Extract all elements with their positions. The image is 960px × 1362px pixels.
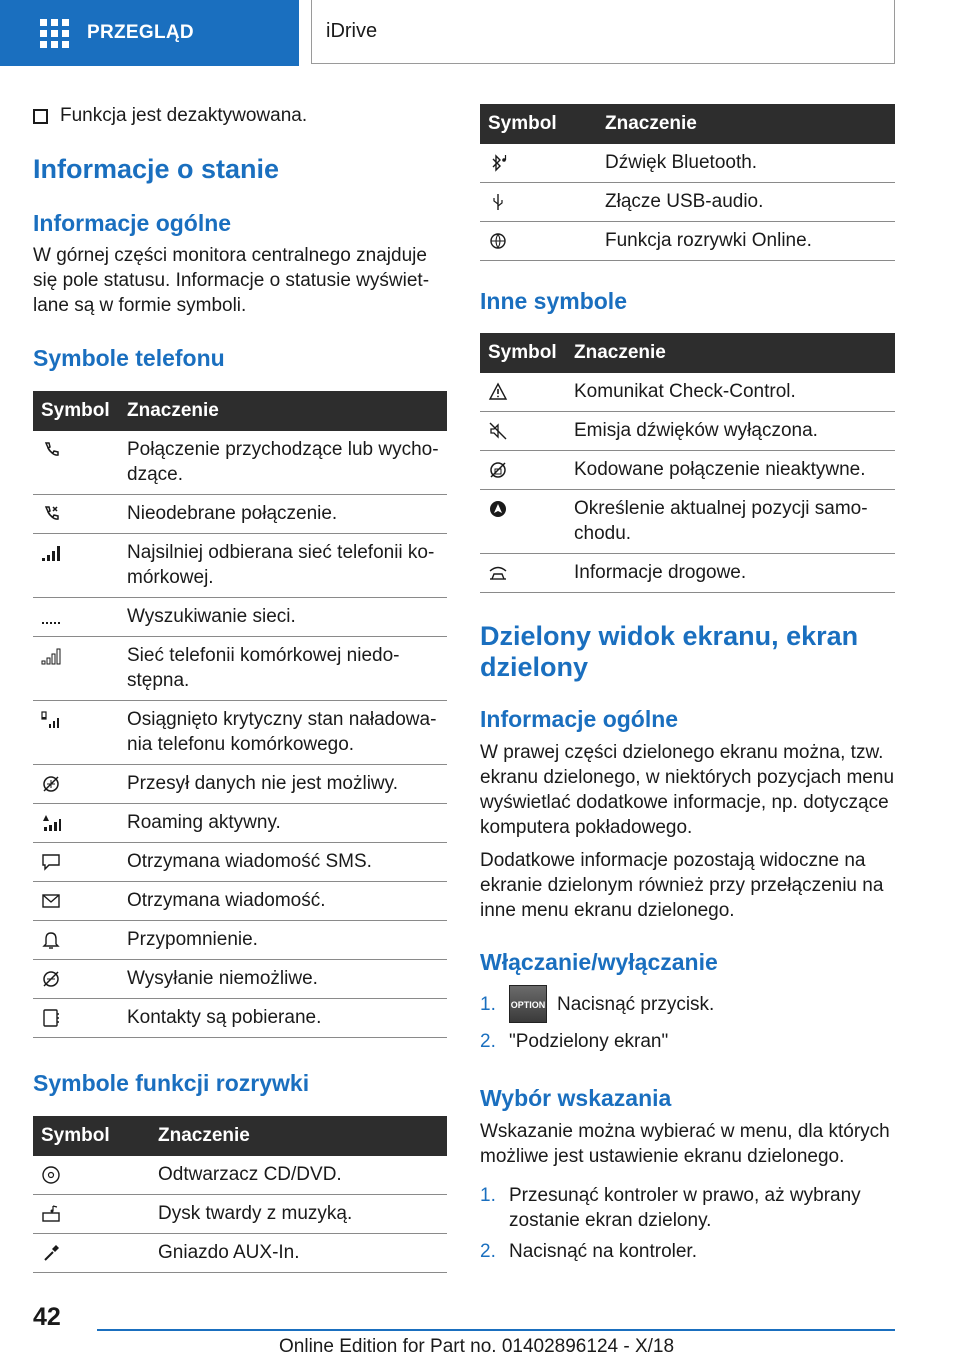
select-display-text: Wskazanie można wybierać w menu, dla których możliwe jest ustawienie ekranu dzielonego.: [480, 1121, 890, 1167]
symbol-cell: [33, 843, 119, 882]
column-header-meaning: Znaczenie: [597, 104, 895, 144]
edition-footer: Online Edition for Part no. 01402896124 - X/18: [279, 1336, 675, 1357]
meaning-cell: Komunikat Check-Control.: [566, 373, 895, 412]
column-header-symbol: Symbol: [33, 391, 119, 431]
signal-none-icon: [41, 646, 61, 666]
chapter-tab[interactable]: [311, 0, 895, 64]
symbol-cell: [480, 144, 597, 183]
overview-tab[interactable]: [0, 0, 299, 66]
meaning-cell: Funkcja rozrywki Online.: [597, 222, 895, 261]
table-row: [480, 222, 895, 261]
table-row: [33, 1234, 447, 1273]
meaning-cell: Wyszukiwanie sieci.: [119, 598, 447, 637]
battery-critical-icon: [41, 710, 61, 730]
symbol-cell: [33, 701, 119, 765]
table-row: [480, 183, 895, 222]
on-off-heading: Włączanie/wyłączanie: [480, 949, 718, 975]
split-general-text: [480, 740, 895, 931]
meaning-cell: Otrzymana wiadomość SMS.: [119, 843, 447, 882]
symbol-cell: [480, 373, 566, 412]
overview-tab-label: PRZEGLĄD: [87, 22, 194, 43]
meaning-cell: Osiągnięto krytyczny stan naładowania telefonu komórkowego.: [119, 701, 447, 765]
grid-menu-icon: [40, 19, 69, 48]
phone-symbols-table: [33, 391, 447, 1038]
encrypted-inactive-icon: [488, 460, 508, 480]
select-steps: [480, 1183, 895, 1270]
symbol-cell: [33, 960, 119, 999]
bluetooth-audio-icon: [488, 153, 508, 173]
network-search-icon: [41, 607, 61, 627]
step-number: 2.: [480, 1241, 496, 1262]
symbol-cell: [480, 451, 566, 490]
meaning-cell: Wysyłanie niemożliwe.: [119, 960, 447, 999]
table-row: [33, 637, 447, 701]
step-item: [480, 1239, 895, 1264]
step-text: Nacisnąć przycisk.: [557, 993, 715, 1015]
meaning-cell: Nieodebrane połączenie.: [119, 495, 447, 534]
table-row: [33, 431, 447, 495]
meaning-cell: Emisja dźwięków wyłączona.: [566, 412, 895, 451]
entertainment-symbols-table: [33, 1116, 447, 1273]
meaning-cell: Gniazdo AUX-In.: [150, 1234, 447, 1273]
select-display-heading: Wybór wskazania: [480, 1085, 672, 1111]
hard-disk-icon: [41, 1204, 61, 1224]
media-symbols-table: [480, 104, 895, 261]
speaker-muted-icon: [488, 421, 508, 441]
table-row: [33, 765, 447, 804]
split-general-paragraph-2: Dodatkowe informacje pozostają widoczne na ekranie dzielonym również przy przełączeniu na inne menu ekranu dzielonego.: [480, 850, 884, 921]
table-row: [480, 144, 895, 183]
symbol-cell: [480, 222, 597, 261]
step-item: [480, 1029, 895, 1054]
symbol-cell: [33, 598, 119, 637]
meaning-cell: Odtwarzacz CD/DVD.: [150, 1156, 447, 1195]
column-header-meaning: Znaczenie: [119, 391, 447, 431]
send-unavailable-icon: [41, 969, 61, 989]
split-general-heading: Informacje ogólne: [480, 706, 679, 732]
column-header-symbol: Symbol: [480, 333, 566, 373]
table-row: [33, 1195, 447, 1234]
symbol-cell: [33, 1195, 150, 1234]
table-row: [33, 921, 447, 960]
table-row: [33, 1156, 447, 1195]
table-row: [33, 999, 447, 1038]
symbol-cell: [33, 999, 119, 1038]
deactivated-legend: [33, 105, 307, 127]
option-button-icon: OPTION: [509, 985, 547, 1023]
meaning-cell: Przypomnienie.: [119, 921, 447, 960]
bell-icon: [41, 930, 61, 950]
table-row: [33, 960, 447, 999]
disc-icon: [41, 1165, 61, 1185]
signal-full-icon: [41, 543, 61, 563]
meaning-cell: Kodowane połączenie nieaktywne.: [566, 451, 895, 490]
symbol-cell: [480, 183, 597, 222]
meaning-cell: Informacje drogowe.: [566, 554, 895, 593]
contacts-download-icon: [41, 1008, 61, 1028]
chapter-tab-label: iDrive: [326, 20, 378, 42]
other-symbols-table: [480, 333, 895, 593]
column-header-symbol: Symbol: [480, 104, 597, 144]
sms-icon: [41, 852, 61, 872]
phone-symbols-heading: Symbole telefonu: [33, 345, 225, 371]
table-row: [33, 534, 447, 598]
meaning-cell: Dźwięk Bluetooth.: [597, 144, 895, 183]
deactivated-legend-text: Funkcja jest dezaktywowana.: [60, 105, 308, 126]
on-off-steps: [480, 985, 895, 1060]
step-number: 1.: [480, 1185, 496, 1206]
footer-divider: [97, 1329, 895, 1331]
meaning-cell: Najsilniej odbierana sieć telefonii komórkowej.: [119, 534, 447, 598]
symbol-cell: [33, 1234, 150, 1273]
general-heading: Informacje ogólne: [33, 210, 232, 236]
meaning-cell: Sieć telefonii komórkowej niedostępna.: [119, 637, 447, 701]
meaning-cell: Połączenie przychodzące lub wychodzące.: [119, 431, 447, 495]
step-text: Przesunąć kontroler w prawo, aż wybrany zostanie ekran dzielony.: [509, 1185, 861, 1231]
general-text: W górnej części monitora centralnego znajduje się pole statusu. Informacje o statusie wyświetlane są w formie symboli.: [33, 245, 430, 316]
online-entertainment-icon: [488, 231, 508, 251]
roaming-icon: [41, 813, 61, 833]
table-row: [33, 495, 447, 534]
envelope-icon: [41, 891, 61, 911]
symbol-cell: [33, 804, 119, 843]
meaning-cell: Złącze USB-audio.: [597, 183, 895, 222]
symbol-cell: [480, 490, 566, 554]
position-icon: [488, 499, 508, 519]
symbol-cell: [33, 534, 119, 598]
meaning-cell: Kontakty są pobierane.: [119, 999, 447, 1038]
step-text: Nacisnąć na kontroler.: [509, 1241, 697, 1262]
symbol-cell: [480, 412, 566, 451]
status-heading: Informacje o stanie: [33, 154, 280, 184]
table-row: [480, 412, 895, 451]
symbol-cell: [33, 921, 119, 960]
split-screen-heading: Dzielony widok ekranu, ekran dzielony: [480, 621, 859, 682]
warning-triangle-icon: [488, 382, 508, 402]
step-text: "Podzielony ekran": [509, 1031, 669, 1052]
step-number: 2.: [480, 1031, 496, 1052]
table-row: [480, 490, 895, 554]
step-item: [480, 1183, 895, 1233]
symbol-cell: [33, 495, 119, 534]
meaning-cell: Dysk twardy z muzyką.: [150, 1195, 447, 1234]
phone-incoming-icon: [41, 440, 61, 460]
table-row: [33, 701, 447, 765]
column-header-meaning: Znaczenie: [150, 1116, 447, 1156]
step-item: [480, 985, 895, 1023]
table-row: [33, 804, 447, 843]
symbol-cell: [33, 431, 119, 495]
other-symbols-heading: Inne symbole: [480, 288, 627, 314]
table-row: [33, 882, 447, 921]
symbol-cell: [33, 765, 119, 804]
table-row: [33, 843, 447, 882]
page-number: 42: [33, 1303, 61, 1331]
split-general-paragraph-1: W prawej części dzielonego ekranu można, tzw. ekranu dzielonego, w niektórych pozycjach menu wyświetlać dodatkowe informacje, np. dotyczące komputera pokładowego.: [480, 742, 895, 838]
table-row: [480, 373, 895, 412]
table-row: [480, 451, 895, 490]
table-row: [33, 598, 447, 637]
meaning-cell: Roaming aktywny.: [119, 804, 447, 843]
traffic-info-icon: [488, 563, 508, 583]
column-header-symbol: Symbol: [33, 1116, 150, 1156]
meaning-cell: Przesył danych nie jest możliwy.: [119, 765, 447, 804]
phone-missed-icon: [41, 504, 61, 524]
symbol-cell: [33, 882, 119, 921]
data-unavailable-icon: [41, 774, 61, 794]
column-header-meaning: Znaczenie: [566, 333, 895, 373]
step-number: 1.: [480, 993, 496, 1015]
symbol-cell: [480, 554, 566, 593]
meaning-cell: Otrzymana wiadomość.: [119, 882, 447, 921]
symbol-cell: [33, 637, 119, 701]
entertainment-symbols-heading: Symbole funkcji rozrywki: [33, 1070, 310, 1096]
checkbox-empty-icon: [33, 109, 48, 124]
table-row: [480, 554, 895, 593]
usb-icon: [488, 192, 508, 212]
meaning-cell: Określenie aktualnej pozycji samochodu.: [566, 490, 895, 554]
header-bar: [0, 0, 960, 66]
symbol-cell: [33, 1156, 150, 1195]
aux-plug-icon: [41, 1243, 61, 1263]
